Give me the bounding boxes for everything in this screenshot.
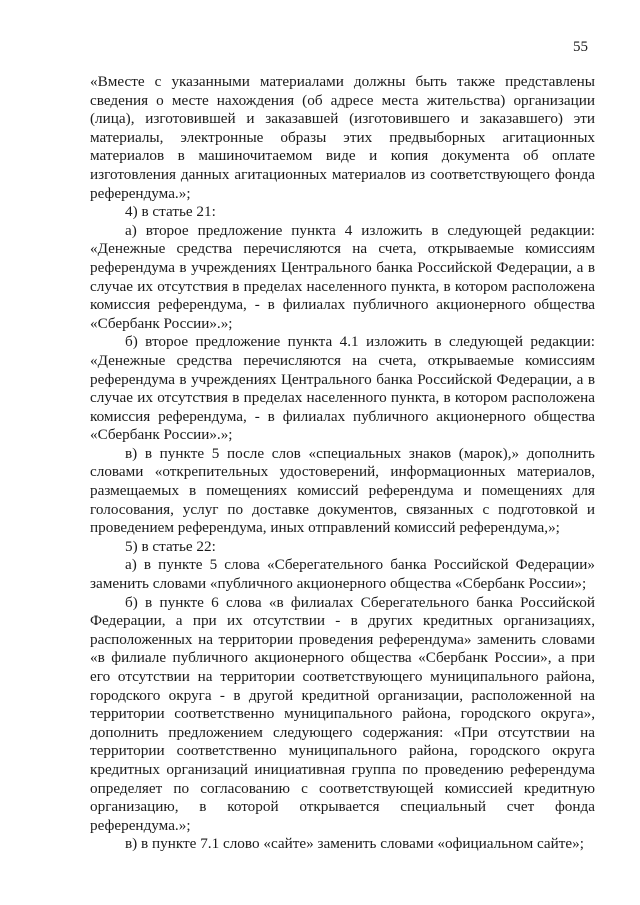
paragraph-9: в) в пункте 7.1 слово «сайте» заменить словами «официальном сайте»; <box>125 835 584 853</box>
paragraph-2: 4) в статье 21: <box>125 203 216 221</box>
page-number: 55 <box>573 39 588 55</box>
document-body <box>90 73 595 854</box>
paragraph-1: «Вместе с указанными материалами должны быть также представлены сведения о месте нахождения (об адресе места жительства) организации (лица), изготовившей и заказавшей (изготовившего и заказавшего) эти материалы, электронные образы этих предвыборных агитационных материалов в машиночитаемом виде и копия документа об оплате изготовления данных агитационных материалов из соответствующего фонда референдума.»; <box>90 73 595 202</box>
paragraph-3: а) второе предложение пункта 4 изложить в следующей редакции: «Денежные средства перечисляются на счета, открываемые комиссиям референдума в учреждениях Центрального банка Российской Федерации, а в случае их отсутствия в пределах населенного пункта, в котором расположена комиссия референдума, - в филиалах публичного акционерного общества «Сбербанк России».»; <box>90 221 595 332</box>
paragraph-8: б) в пункте 6 слова «в филиалах Сберегательного банка Российской Федерации, а при их отсутствии - в других кредитных организациях, расположенных на территории проведения референдума» заменить словами «в филиале публичного акционерного общества «Сбербанк России», а при его отсутствии на территории соответствующего муниципального района, городского округа - в другой кредитной организации, расположенной на территории соответственно муниципального района, городского округа», дополнить предложением следующего содержания: «При отсутствии на территории соответственно муниципального района, городского округа кредитных организаций инициативная группа по проведению референдума определяет по согласованию с соответствующей комиссией кредитную организацию, в которой открывается специальный счет фонда референдума.»; <box>90 593 595 834</box>
paragraph-5: в) в пункте 5 после слов «специальных знаков (марок),» дополнить словами «открепительных удостоверений, информационных материалов, размещаемых в помещениях комиссий референдума и помещениях для голосования, услуг по доставке документов, связанных с подготовкой и проведением референдума, иных отправлений комиссий референдума,»; <box>90 444 595 537</box>
paragraph-7: а) в пункте 5 слова «Сберегательного банка Российской Федерации» заменить словами «публичного акционерного общества «Сбербанк России»; <box>90 556 595 593</box>
paragraph-4: б) второе предложение пункта 4.1 изложить в следующей редакции: «Денежные средства перечисляются на счета, открываемые комиссиям референдума в учреждениях Центрального банка Российской Федерации, а в случае их отсутствия в пределах населенного пункта, в котором расположена комиссия референдума, - в филиалах публичного акционерного общества «Сбербанк России».»; <box>90 333 595 444</box>
paragraph-6: 5) в статье 22: <box>125 537 216 555</box>
